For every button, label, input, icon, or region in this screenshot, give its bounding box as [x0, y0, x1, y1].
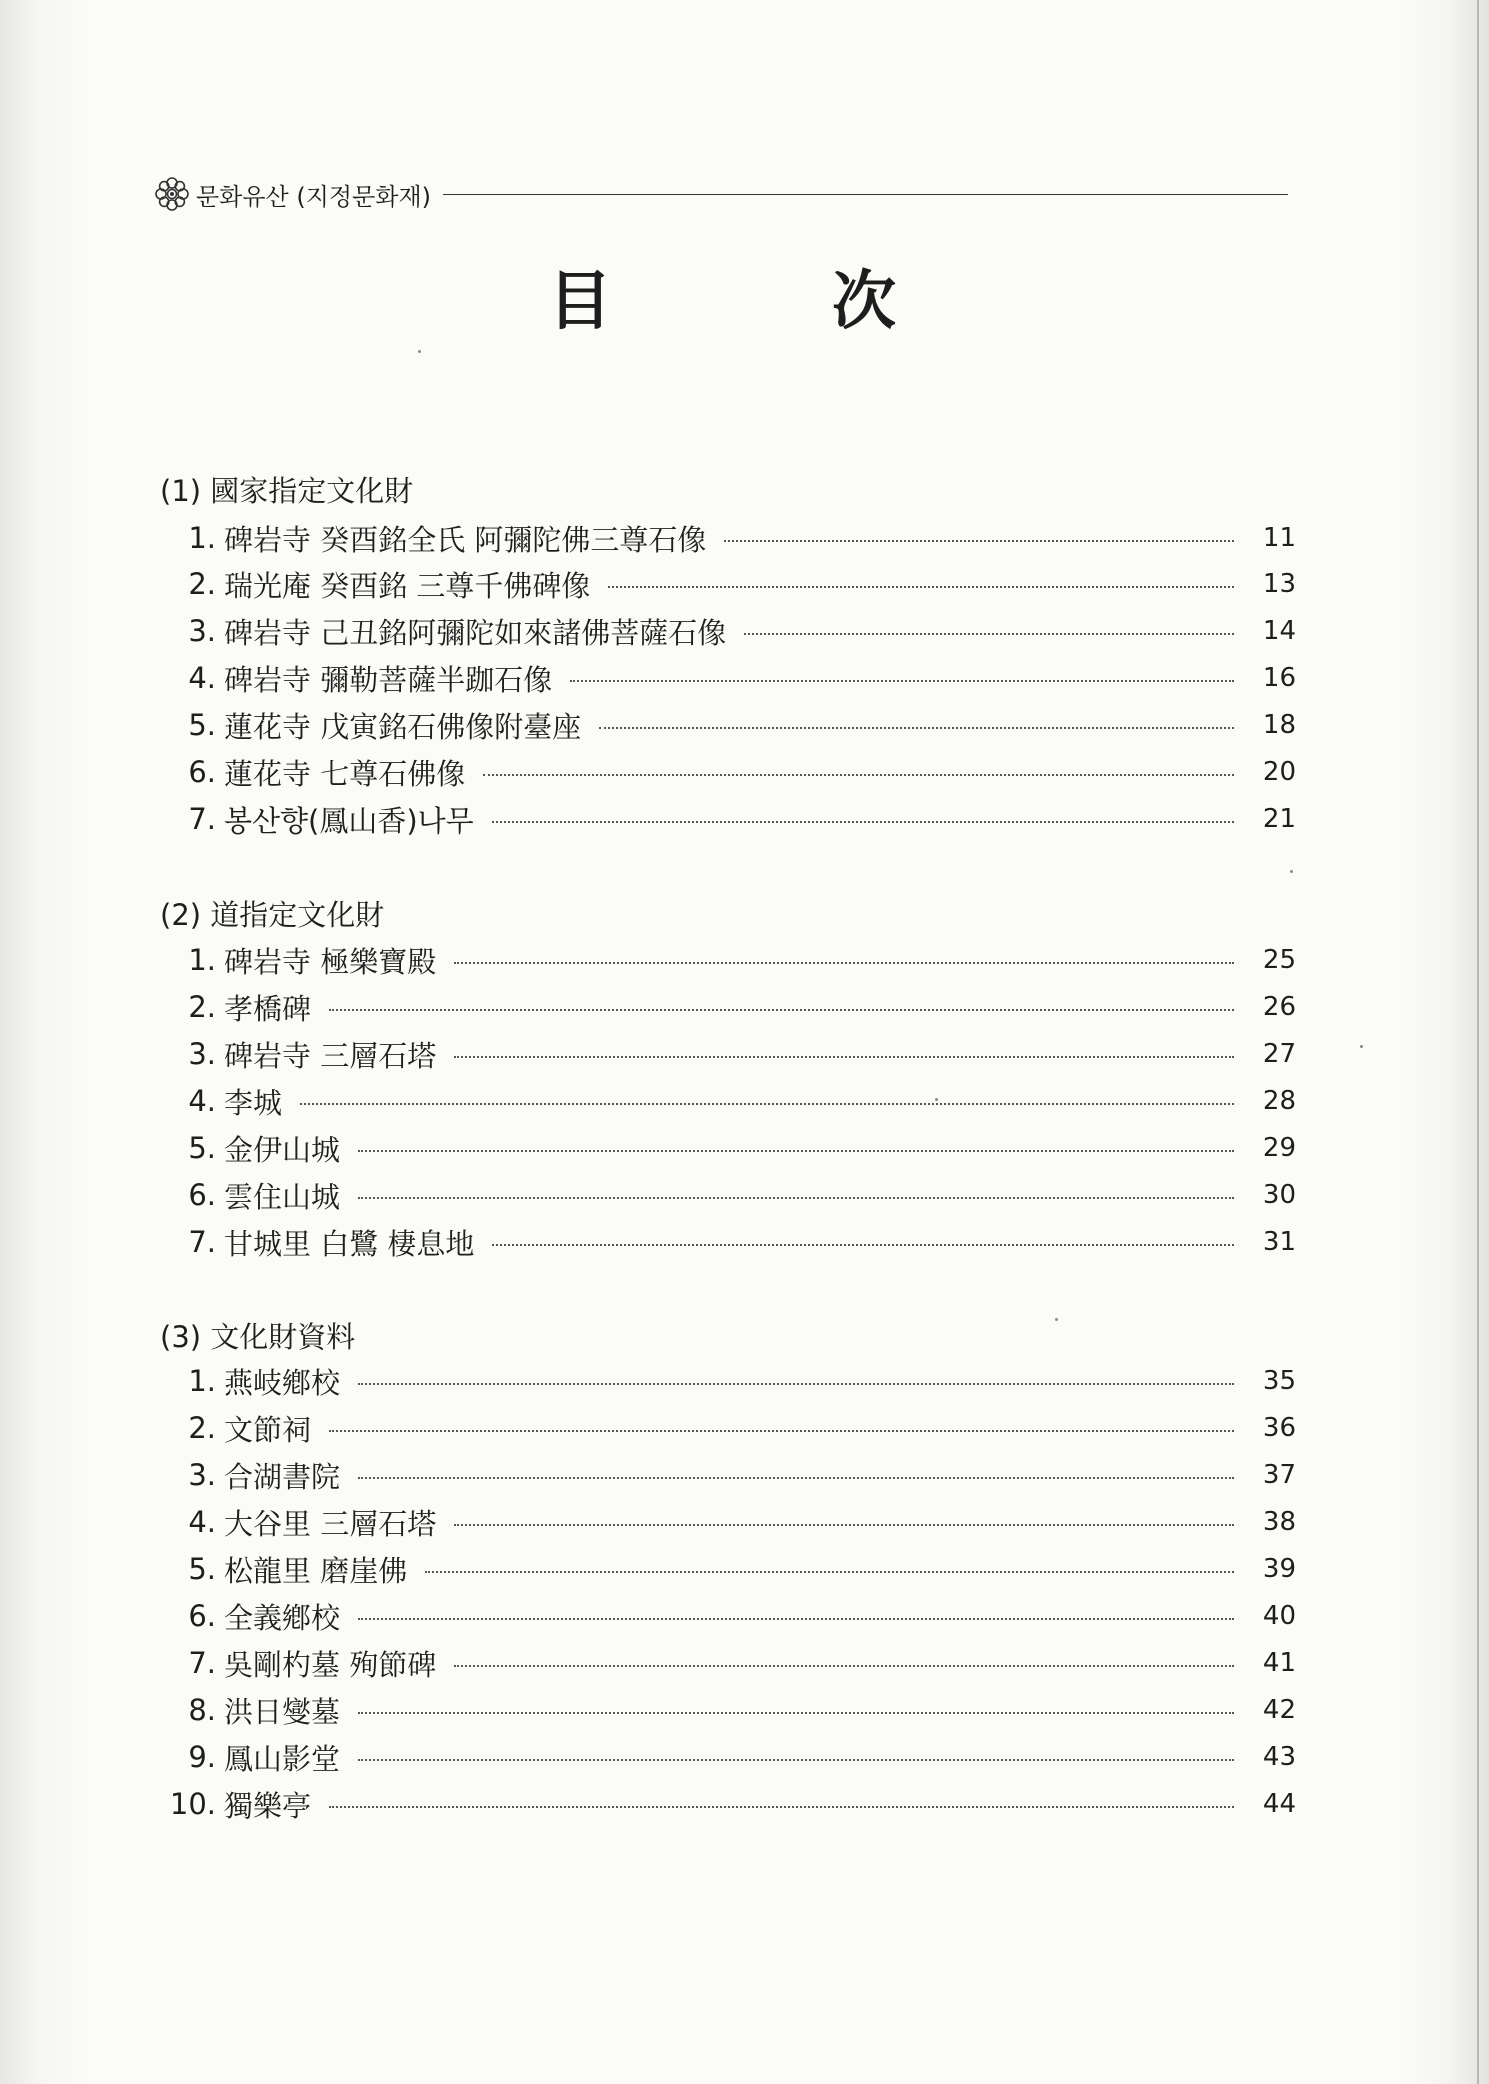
toc-title: 李城 [224, 1085, 283, 1120]
toc-row[interactable] [160, 1596, 1296, 1636]
toc-page-number: 29 [1262, 1133, 1296, 1163]
toc-row[interactable] [160, 1690, 1296, 1730]
dot-leader [300, 1103, 1234, 1105]
toc-number: 1. [188, 521, 216, 555]
dot-leader [358, 1618, 1234, 1620]
toc-page-number: 40 [1262, 1601, 1296, 1631]
toc-page-number: 30 [1262, 1180, 1296, 1210]
toc-number: 5. [188, 708, 216, 742]
toc-number: 7. [188, 802, 216, 836]
flower-ornament-icon [152, 174, 192, 214]
toc-number: 6. [188, 1599, 216, 1633]
toc-page-number: 43 [1262, 1742, 1296, 1772]
toc-title: 碑岩寺 彌勒菩薩半跏石像 [224, 662, 553, 697]
toc-title: 蓮花寺 戊寅銘石佛像附臺座 [224, 709, 582, 744]
toc-title: 봉산향(鳳山香)나무 [224, 803, 474, 838]
toc-page-number: 41 [1262, 1648, 1296, 1678]
toc-number: 5. [188, 1552, 216, 1586]
toc-title: 獨樂亭 [224, 1788, 312, 1823]
toc-title: 鳳山影堂 [224, 1741, 341, 1776]
toc-page-number: 37 [1262, 1460, 1296, 1490]
toc-number: 1. [188, 943, 216, 977]
toc-title: 蓮花寺 七尊石佛像 [224, 756, 466, 791]
dot-leader [454, 1665, 1234, 1667]
toc-number: 4. [188, 1084, 216, 1118]
dot-leader [454, 1524, 1234, 1526]
section-heading-national: (1) 國家指定文化財 [160, 474, 414, 508]
toc-title: 雲住山城 [224, 1179, 341, 1214]
toc-page-number: 16 [1262, 663, 1296, 693]
toc-row[interactable] [160, 752, 1296, 792]
dot-leader [329, 1806, 1234, 1808]
toc-number: 7. [188, 1225, 216, 1259]
section-heading-materials: (3) 文化財資料 [160, 1320, 356, 1354]
toc-number: 3. [188, 1037, 216, 1071]
toc-title: 文節祠 [224, 1412, 312, 1447]
toc-row[interactable] [160, 611, 1296, 651]
toc-row[interactable] [160, 1502, 1296, 1542]
toc-row[interactable] [160, 1175, 1296, 1215]
toc-page-number: 27 [1262, 1039, 1296, 1069]
dot-leader [483, 774, 1234, 776]
toc-row[interactable] [160, 1549, 1296, 1589]
toc-number: 7. [188, 1646, 216, 1680]
toc-row[interactable] [160, 705, 1296, 745]
toc-title: 甘城里 白鷺 棲息地 [224, 1226, 475, 1261]
toc-page-number: 14 [1262, 616, 1296, 646]
page-title [0, 262, 1489, 342]
toc-row[interactable] [160, 658, 1296, 698]
toc-number: 2. [188, 1411, 216, 1445]
toc-page-number: 11 [1262, 523, 1296, 553]
toc-title: 燕岐鄕校 [224, 1365, 341, 1400]
dot-leader [724, 540, 1234, 542]
scan-speck [1055, 1318, 1058, 1321]
toc-row[interactable] [160, 1081, 1296, 1121]
toc-title: 大谷里 三層石塔 [224, 1506, 437, 1541]
toc-number: 1. [188, 1364, 216, 1398]
toc-page-number: 25 [1262, 945, 1296, 975]
toc-page-number: 42 [1262, 1695, 1296, 1725]
running-header [152, 176, 1288, 212]
toc-title: 碑岩寺 癸酉銘全氏 阿彌陀佛三尊石像 [224, 522, 707, 557]
toc-page-number: 36 [1262, 1413, 1296, 1443]
dot-leader [358, 1197, 1234, 1199]
dot-leader [492, 821, 1234, 823]
toc-number: 9. [188, 1740, 216, 1774]
toc-row[interactable] [160, 564, 1296, 604]
toc-page-number: 26 [1262, 992, 1296, 1022]
toc-number: 2. [188, 990, 216, 1024]
dot-leader [454, 1056, 1234, 1058]
toc-page-number: 44 [1262, 1789, 1296, 1819]
toc-title: 洪日燮墓 [224, 1694, 341, 1729]
dot-leader [329, 1430, 1234, 1432]
dot-leader [454, 962, 1234, 964]
toc-title: 孝橋碑 [224, 991, 312, 1026]
toc-number: 3. [188, 1458, 216, 1492]
scan-speck [418, 350, 421, 353]
dot-leader [570, 680, 1234, 682]
section-heading-provincial: (2) 道指定文化財 [160, 898, 385, 932]
toc-number: 3. [188, 614, 216, 648]
toc-page-number: 13 [1262, 569, 1296, 599]
toc-row[interactable] [160, 799, 1296, 839]
toc-row[interactable] [160, 1643, 1296, 1683]
toc-title: 碑岩寺 三層石塔 [224, 1038, 437, 1073]
toc-row[interactable] [160, 987, 1296, 1027]
toc-row[interactable] [160, 518, 1296, 558]
toc-row[interactable] [160, 1737, 1296, 1777]
toc-page-number: 39 [1262, 1554, 1296, 1584]
toc-row[interactable] [160, 940, 1296, 980]
dot-leader [492, 1244, 1234, 1246]
toc-title: 吳剛杓墓 殉節碑 [224, 1647, 437, 1682]
toc-row[interactable] [160, 1784, 1296, 1824]
toc-row[interactable] [160, 1034, 1296, 1074]
dot-leader [599, 727, 1234, 729]
scan-speck [935, 1098, 938, 1101]
running-title: 문화유산 (지정문화재) [196, 182, 432, 211]
toc-number: 6. [188, 1178, 216, 1212]
toc-row[interactable] [160, 1128, 1296, 1168]
title-char-2: 次 [832, 265, 896, 339]
toc-number: 6. [188, 755, 216, 789]
toc-number: 8. [188, 1693, 216, 1727]
toc-title: 合湖書院 [224, 1459, 341, 1494]
toc-row[interactable] [160, 1361, 1296, 1401]
toc-page-number: 20 [1262, 757, 1296, 787]
scan-speck [1360, 1045, 1363, 1048]
toc-number: 10. [169, 1787, 216, 1821]
toc-page-number: 28 [1262, 1086, 1296, 1116]
toc-title: 碑岩寺 己丑銘阿彌陀如來諸佛菩薩石像 [224, 615, 727, 650]
dot-leader [358, 1383, 1234, 1385]
header-rule [443, 194, 1288, 195]
dot-leader [358, 1477, 1234, 1479]
dot-leader [329, 1009, 1234, 1011]
dot-leader [358, 1712, 1234, 1714]
title-char-1: 目 [548, 265, 612, 339]
toc-title: 全義鄕校 [224, 1600, 341, 1635]
toc-row[interactable] [160, 1408, 1296, 1448]
toc-title: 瑞光庵 癸酉銘 三尊千佛碑像 [224, 568, 591, 603]
dot-leader [608, 586, 1234, 588]
dot-leader [358, 1759, 1234, 1761]
toc-row[interactable] [160, 1222, 1296, 1262]
dot-leader [744, 633, 1234, 635]
toc-number: 4. [188, 661, 216, 695]
toc-number: 2. [188, 567, 216, 601]
dot-leader [425, 1571, 1234, 1573]
toc-row[interactable] [160, 1455, 1296, 1495]
toc-number: 5. [188, 1131, 216, 1165]
toc-page-number: 31 [1262, 1227, 1296, 1257]
toc-page-number: 18 [1262, 710, 1296, 740]
scan-speck [1290, 870, 1293, 873]
toc-page-number: 21 [1262, 804, 1296, 834]
toc-title: 金伊山城 [224, 1132, 341, 1167]
toc-page-number: 38 [1262, 1507, 1296, 1537]
dot-leader [358, 1150, 1234, 1152]
toc-page-number: 35 [1262, 1366, 1296, 1396]
toc-title: 松龍里 磨崖佛 [224, 1553, 408, 1588]
toc-number: 4. [188, 1505, 216, 1539]
toc-title: 碑岩寺 極樂寶殿 [224, 944, 437, 979]
